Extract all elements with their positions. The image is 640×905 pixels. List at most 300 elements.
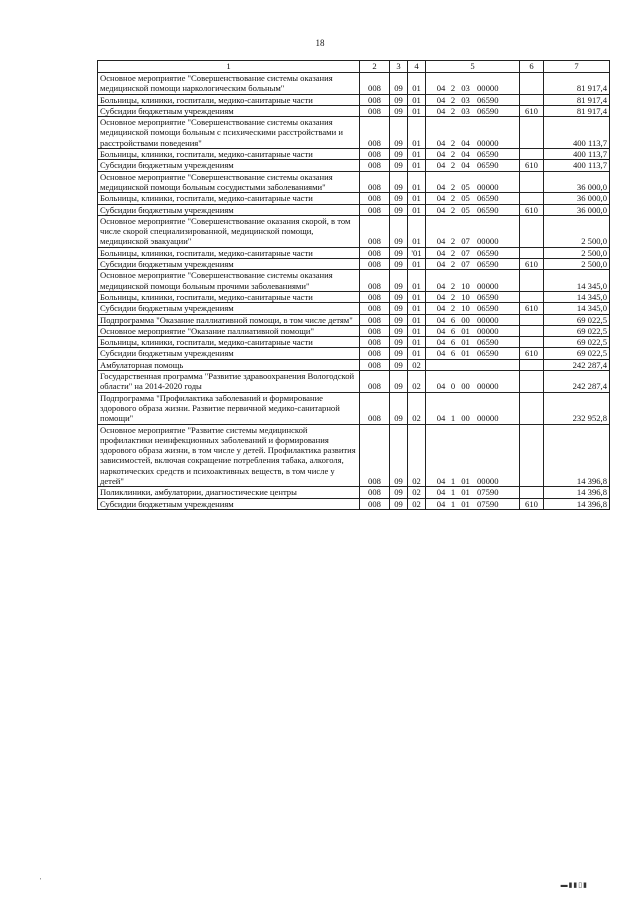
row-target-article [426,270,520,292]
target-article-part: 04 [461,149,470,160]
target-article-part: 1 [450,498,456,509]
target-article-part: 00000 [477,325,499,336]
target-article-part: 04 [436,137,446,148]
target-article-part: 06590 [477,160,499,171]
row-section-code: 09 [390,73,408,95]
row-subsection-code: 02 [408,424,426,487]
row-amount: 14 345,0 [544,270,610,292]
target-article-part: 03 [461,94,470,105]
row-subsection-code: 01 [408,270,426,292]
row-section-code: 09 [390,303,408,314]
row-amount: 14 396,8 [544,424,610,487]
table-row [98,498,610,509]
row-expense-type: 610 [520,348,544,359]
row-section-code: 09 [390,359,408,370]
row-expense-type [520,359,544,370]
header-cell: 5 [426,61,520,73]
target-article-part: 04 [436,83,446,94]
scan-mark-left: ' [40,877,42,885]
row-subsection-code: 01 [408,117,426,149]
target-article-part: 06590 [477,149,499,160]
row-amount: 81 917,4 [544,73,610,95]
scan-mark-corner: ▬▮▮▯▮ [560,881,588,889]
row-name: Субсидии бюджетным учреждениям [98,204,360,215]
row-expense-type: 610 [520,303,544,314]
table-row [98,105,610,116]
row-target-article [426,215,520,247]
row-name: Основное мероприятие "Совершенствование системы оказания медицинской помощи больным с психическими расстройствами и расстройствами поведения" [98,117,360,149]
row-ministry-code: 008 [360,337,390,348]
row-expense-type [520,193,544,204]
target-article-part: 04 [436,291,446,302]
table-row [98,487,610,498]
row-section-code: 09 [390,348,408,359]
target-article-part: 01 [461,487,470,498]
page-number: 18 [315,38,325,48]
row-amount: 14 396,8 [544,498,610,509]
row-target-article [426,314,520,325]
row-amount: 69 022,5 [544,314,610,325]
row-expense-type: 610 [520,259,544,270]
target-article-part: 04 [436,487,446,498]
target-article-part: 01 [461,337,470,348]
row-target-article [426,105,520,116]
row-amount: 81 917,4 [544,105,610,116]
target-article-part: 2 [450,204,456,215]
row-subsection-code: 01 [408,149,426,160]
row-name: Больницы, клиники, госпитали, медико-санитарные части [98,247,360,258]
row-section-code: 09 [390,498,408,509]
target-article-part: 06590 [477,204,499,215]
target-article-part: 05 [461,193,470,204]
target-article-part: 04 [436,337,446,348]
row-target-article [426,291,520,302]
row-expense-type [520,371,544,393]
row-subsection-code: 02 [408,359,426,370]
target-article-part: 00 [461,381,470,392]
row-target-article [426,149,520,160]
target-article-part: 07590 [477,487,499,498]
table-row [98,314,610,325]
row-name: Больницы, клиники, госпитали, медико-санитарные части [98,94,360,105]
row-target-article [426,303,520,314]
target-article-part: 07590 [477,498,499,509]
target-article-part: 05 [461,204,470,215]
target-article-part: 04 [436,160,446,171]
target-article-part: 2 [450,94,456,105]
table-row [98,359,610,370]
target-article-part: 2 [450,280,456,291]
row-ministry-code: 008 [360,193,390,204]
row-amount: 232 952,8 [544,392,610,424]
row-target-article [426,371,520,393]
target-article-part: 04 [461,137,470,148]
row-name: Субсидии бюджетным учреждениям [98,498,360,509]
row-subsection-code: 01 [408,348,426,359]
target-article-part: 04 [436,314,446,325]
row-amount: 81 917,4 [544,94,610,105]
target-article-part: 2 [450,303,456,314]
row-subsection-code: 02 [408,392,426,424]
target-article-part: 04 [436,280,446,291]
row-target-article [426,337,520,348]
row-section-code: 09 [390,171,408,193]
row-name: Больницы, клиники, госпитали, медико-санитарные части [98,193,360,204]
target-article-part: 03 [461,83,470,94]
target-article-part: 05 [461,181,470,192]
row-target-article [426,487,520,498]
header-cell: 6 [520,61,544,73]
row-section-code: 09 [390,193,408,204]
table-row [98,117,610,149]
row-ministry-code: 008 [360,259,390,270]
row-target-article [426,392,520,424]
target-article-part: 06590 [477,259,499,270]
row-name: Подпрограмма "Оказание паллиативной помощи, в том числе детям" [98,314,360,325]
row-ministry-code: 008 [360,247,390,258]
target-article-part: 06590 [477,94,499,105]
row-subsection-code: 02 [408,498,426,509]
row-ministry-code: 008 [360,487,390,498]
header-cell: 7 [544,61,610,73]
table-row [98,94,610,105]
row-name: Субсидии бюджетным учреждениям [98,160,360,171]
target-article-part: 07 [461,247,470,258]
target-article-part: 00000 [477,381,499,392]
target-article-part: 00000 [477,413,499,424]
row-section-code: 09 [390,117,408,149]
row-amount: 14 345,0 [544,291,610,302]
row-target-article [426,498,520,509]
target-article-part: 00000 [477,137,499,148]
row-ministry-code: 008 [360,325,390,336]
row-subsection-code: 01 [408,193,426,204]
row-expense-type [520,314,544,325]
target-article-part: 04 [436,381,446,392]
row-name: Подпрограмма "Профилактика заболеваний и формирование здорового образа жизни. Развитие первичной медико-санитарной помощи" [98,392,360,424]
row-name: Основное мероприятие "Совершенствование системы оказания медицинской помощи больным сосудистыми заболеваниями" [98,171,360,193]
target-article-part: 2 [450,259,456,270]
target-article-part: 07 [461,259,470,270]
row-section-code: 09 [390,291,408,302]
row-expense-type [520,73,544,95]
row-section-code: 09 [390,215,408,247]
target-article-part: 00000 [477,314,499,325]
row-subsection-code: 01 [408,291,426,302]
target-article-part: 06590 [477,303,499,314]
target-article-part: 2 [450,247,456,258]
row-section-code: 09 [390,487,408,498]
row-name: Амбулаторная помощь [98,359,360,370]
target-article-part: 01 [461,475,470,486]
row-section-code: 09 [390,259,408,270]
row-ministry-code: 008 [360,204,390,215]
row-ministry-code: 008 [360,215,390,247]
row-name: Государственная программа "Развитие здравоохранения Вологодской области" на 2014-2020 годы [98,371,360,393]
row-ministry-code: 008 [360,105,390,116]
row-section-code: 09 [390,392,408,424]
row-subsection-code: 01 [408,303,426,314]
row-amount: 2 500,0 [544,215,610,247]
target-article-part: 10 [461,291,470,302]
row-expense-type [520,149,544,160]
target-article-part: 04 [436,193,446,204]
header-cell: 4 [408,61,426,73]
row-ministry-code: 008 [360,498,390,509]
header-cell: 1 [98,61,360,73]
target-article-part: 6 [450,314,456,325]
row-expense-type: 610 [520,498,544,509]
row-subsection-code: 01 [408,337,426,348]
table-row [98,171,610,193]
row-expense-type [520,337,544,348]
row-ministry-code: 008 [360,270,390,292]
target-article-part: 1 [450,413,456,424]
row-expense-type [520,325,544,336]
row-section-code: 09 [390,204,408,215]
row-subsection-code: 01 [408,215,426,247]
row-target-article [426,259,520,270]
target-article-part: 04 [436,413,446,424]
table-row [98,247,610,258]
row-target-article [426,160,520,171]
row-subsection-code: 01 [408,94,426,105]
target-article-part: 1 [450,487,456,498]
row-target-article [426,424,520,487]
target-article-part: 01 [461,498,470,509]
row-name: Субсидии бюджетным учреждениям [98,303,360,314]
target-article-part: 00 [461,314,470,325]
row-subsection-code: 01 [408,204,426,215]
row-subsection-code: 01 [408,314,426,325]
row-name: Субсидии бюджетным учреждениям [98,348,360,359]
row-target-article [426,204,520,215]
row-section-code: 09 [390,314,408,325]
target-article-part: 2 [450,105,456,116]
row-expense-type [520,291,544,302]
target-article-part: 6 [450,325,456,336]
row-name: Больницы, клиники, госпитали, медико-санитарные части [98,149,360,160]
target-article-part: 10 [461,280,470,291]
target-article-part: 04 [436,204,446,215]
row-name: Субсидии бюджетным учреждениям [98,259,360,270]
target-article-part: 06590 [477,348,499,359]
row-name: Больницы, клиники, госпитали, медико-санитарные части [98,337,360,348]
target-article-part: 2 [450,236,456,247]
row-expense-type: 610 [520,160,544,171]
row-target-article [426,73,520,95]
row-amount: 36 000,0 [544,171,610,193]
row-section-code: 09 [390,371,408,393]
target-article-part: 1 [450,475,456,486]
target-article-part: 2 [450,193,456,204]
table-row [98,73,610,95]
row-section-code: 09 [390,105,408,116]
row-amount: 69 022,5 [544,325,610,336]
row-target-article [426,325,520,336]
target-article-part: 04 [436,348,446,359]
row-subsection-code: 02 [408,371,426,393]
table-row [98,424,610,487]
row-ministry-code: 008 [360,149,390,160]
row-target-article [426,348,520,359]
target-article-part: 07 [461,236,470,247]
row-section-code: 09 [390,160,408,171]
row-ministry-code: 008 [360,348,390,359]
row-expense-type [520,424,544,487]
row-expense-type [520,487,544,498]
target-article-part: 06590 [477,291,499,302]
target-article-part: 04 [461,160,470,171]
row-expense-type [520,270,544,292]
row-subsection-code: 01 [408,171,426,193]
row-ministry-code: 008 [360,117,390,149]
target-article-part: 04 [436,94,446,105]
row-expense-type [520,171,544,193]
target-article-part: 06590 [477,247,499,258]
row-expense-type [520,215,544,247]
target-article-part: 10 [461,303,470,314]
table-row [98,337,610,348]
target-article-part: 03 [461,105,470,116]
row-subsection-code: 01 [408,160,426,171]
row-amount: 14 345,0 [544,303,610,314]
target-article-part: 6 [450,337,456,348]
row-name: Основное мероприятие "Совершенствование системы оказания медицинской помощи больным прочими заболеваниями" [98,270,360,292]
row-name: Основное мероприятие "Совершенствование оказания скорой, в том числе скорой специализированной, медицинской помощи, медицинской эвакуации" [98,215,360,247]
row-subsection-code: '01 [408,247,426,258]
target-article-part: 01 [461,348,470,359]
row-target-article [426,171,520,193]
row-section-code: 09 [390,247,408,258]
table-body [98,73,610,510]
target-article-part: 04 [436,498,446,509]
target-article-part: 6 [450,348,456,359]
target-article-part: 04 [436,325,446,336]
row-ministry-code: 008 [360,424,390,487]
target-article-part: 06590 [477,337,499,348]
target-article-part: 2 [450,83,456,94]
row-section-code: 09 [390,337,408,348]
row-subsection-code: 01 [408,325,426,336]
row-section-code: 09 [390,94,408,105]
target-article-part: 00000 [477,181,499,192]
row-subsection-code: 02 [408,487,426,498]
row-amount: 242 287,4 [544,371,610,393]
target-article-part: 2 [450,149,456,160]
row-ministry-code: 008 [360,314,390,325]
row-amount: 36 000,0 [544,193,610,204]
row-ministry-code: 008 [360,392,390,424]
row-expense-type: 610 [520,204,544,215]
table-row [98,303,610,314]
table-row [98,291,610,302]
target-article-part: 00000 [477,280,499,291]
row-amount: 2 500,0 [544,247,610,258]
table-row [98,193,610,204]
row-amount: 400 113,7 [544,117,610,149]
header-cell: 3 [390,61,408,73]
target-article-part: 04 [436,259,446,270]
row-ministry-code: 008 [360,160,390,171]
row-subsection-code: 01 [408,73,426,95]
row-ministry-code: 008 [360,303,390,314]
row-name: Основное мероприятие "Совершенствование системы оказания медицинской помощи наркологическим больным" [98,73,360,95]
row-target-article [426,117,520,149]
row-expense-type [520,392,544,424]
row-name: Субсидии бюджетным учреждениям [98,105,360,116]
row-name: Основное мероприятие "Оказание паллиативной помощи" [98,325,360,336]
target-article-part: 2 [450,160,456,171]
row-expense-type [520,247,544,258]
table-header-row [98,61,610,73]
target-article-part: 06590 [477,105,499,116]
target-article-part: 00000 [477,236,499,247]
row-target-article [426,359,520,370]
target-article-part: 06590 [477,193,499,204]
row-name: Больницы, клиники, госпитали, медико-санитарные части [98,291,360,302]
row-target-article [426,247,520,258]
row-name: Основное мероприятие "Развитие системы медицинской профилактики неинфекционных заболеваний и формирования здорового образа жизни, в том числе у детей. Профилактика развития зависимостей, включая сокращение потребления табака, алкоголя, наркотических средств и психоактивных веществ, в том числе у детей" [98,424,360,487]
table-row [98,204,610,215]
row-amount: 2 500,0 [544,259,610,270]
row-expense-type: 610 [520,105,544,116]
row-amount: 14 396,8 [544,487,610,498]
row-amount: 69 022,5 [544,337,610,348]
target-article-part: 04 [436,303,446,314]
row-ministry-code: 008 [360,171,390,193]
table-row [98,270,610,292]
table-row [98,259,610,270]
target-article-part: 00 [461,413,470,424]
target-article-part: 2 [450,291,456,302]
target-article-part: 0 [450,381,456,392]
table-row [98,371,610,393]
target-article-part: 04 [436,105,446,116]
row-amount: 69 022,5 [544,348,610,359]
target-article-part: 00000 [477,475,499,486]
row-ministry-code: 008 [360,73,390,95]
target-article-part: 00000 [477,83,499,94]
row-ministry-code: 008 [360,371,390,393]
row-section-code: 09 [390,325,408,336]
header-cell: 2 [360,61,390,73]
row-amount: 400 113,7 [544,160,610,171]
row-ministry-code: 008 [360,359,390,370]
target-article-part: 04 [436,475,446,486]
row-section-code: 09 [390,270,408,292]
row-section-code: 09 [390,424,408,487]
target-article-part: 2 [450,137,456,148]
target-article-part: 2 [450,181,456,192]
row-expense-type [520,94,544,105]
target-article-part: 04 [436,149,446,160]
table-row [98,149,610,160]
table-row [98,392,610,424]
target-article-part: 01 [461,325,470,336]
budget-table [97,60,610,510]
table-row [98,215,610,247]
row-amount: 36 000,0 [544,204,610,215]
table-row [98,348,610,359]
row-amount: 400 113,7 [544,149,610,160]
row-amount: 242 287,4 [544,359,610,370]
table-row [98,160,610,171]
table-row [98,325,610,336]
row-subsection-code: 01 [408,105,426,116]
row-name: Поликлиники, амбулатории, диагностические центры [98,487,360,498]
target-article-part: 04 [436,236,446,247]
